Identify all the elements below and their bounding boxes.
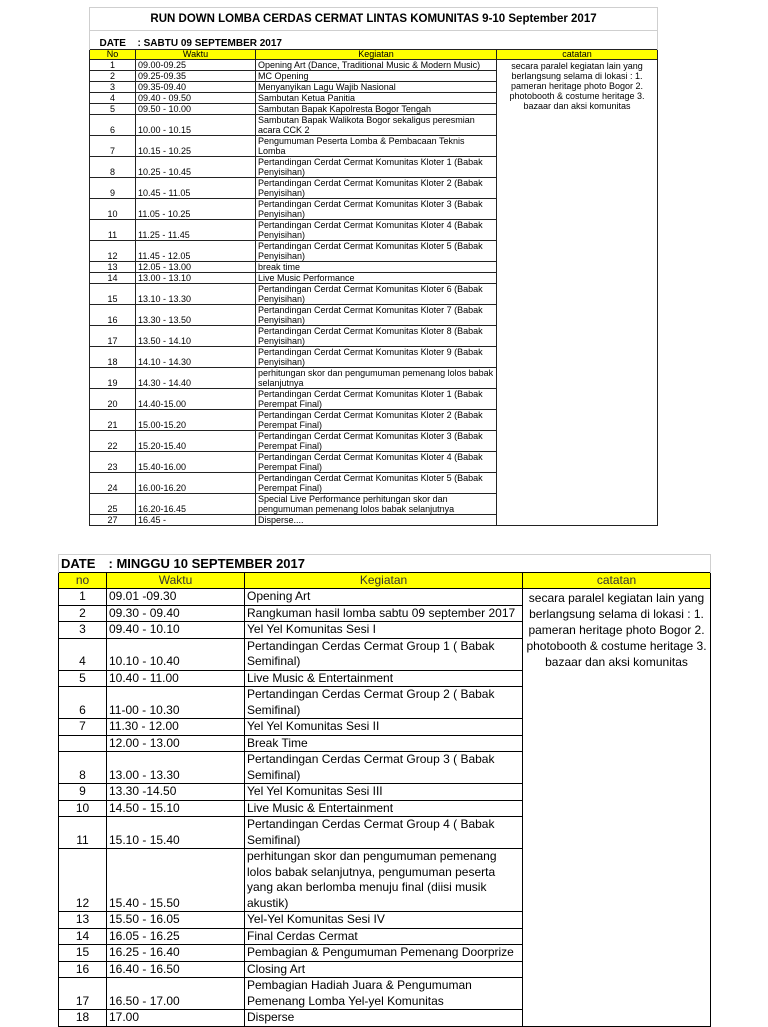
row-time: 16.50 - 17.00 xyxy=(107,978,245,1010)
row-number: 17 xyxy=(59,978,107,1010)
row-activity: Pertandingan Cerdat Cermat Komunitas Kloter 4 (Babak Perempat Final) xyxy=(256,452,497,473)
row-activity: Pertandingan Cerdat Cermat Komunitas Kloter 2 (Babak Penyisihan) xyxy=(256,178,497,199)
notes-cell: secara paralel kegiatan lain yang berlangsung selama di lokasi : 1. pameran heritage photo Bogor 2. photobooth & costume heritage 3. bazaar dan aksi komunitas xyxy=(497,60,658,526)
row-activity: Break Time xyxy=(245,735,523,752)
notes-cell: secara paralel kegiatan lain yang berlangsung selama di lokasi : 1. pameran heritage photo Bogor 2. photobooth & costume heritage 3. bazaar dan aksi komunitas xyxy=(523,589,711,1027)
row-time: 13.50 - 14.10 xyxy=(136,326,256,347)
row-activity: Yel Yel Komunitas Sesi I xyxy=(245,622,523,639)
row-activity: Sambutan Bapak Walikota Bogor sekaligus peresmian acara CCK 2 xyxy=(256,115,497,136)
row-time: 09.01 -09.30 xyxy=(107,589,245,606)
row-number: 11 xyxy=(90,220,136,241)
row-time: 17.00 xyxy=(107,1010,245,1027)
row-number: 12 xyxy=(90,241,136,262)
row-number: 5 xyxy=(59,670,107,687)
schedule-row xyxy=(59,589,711,606)
row-activity: Pertandingan Cerdat Cermat Komunitas Kloter 1 (Babak Perempat Final) xyxy=(256,389,497,410)
row-time: 16.05 - 16.25 xyxy=(107,928,245,945)
row-time: 14.10 - 14.30 xyxy=(136,347,256,368)
row-number: 17 xyxy=(90,326,136,347)
row-activity: Pertandingan Cerdat Cermat Komunitas Kloter 2 (Babak Perempat Final) xyxy=(256,410,497,431)
header-notes: catatan xyxy=(523,573,711,589)
row-time: 13.00 - 13.30 xyxy=(107,752,245,784)
row-activity: Pertandingan Cerdat Cermat Komunitas Kloter 5 (Babak Penyisihan) xyxy=(256,241,497,262)
row-activity: Live Music Performance xyxy=(256,273,497,284)
row-number: 2 xyxy=(59,605,107,622)
row-activity: Pertandingan Cerdat Cermat Komunitas Kloter 5 (Babak Perempat Final) xyxy=(256,473,497,494)
row-number: 20 xyxy=(90,389,136,410)
header-row-day1 xyxy=(90,50,658,60)
row-activity: Disperse.... xyxy=(256,515,497,526)
row-activity: Live Music & Entertainment xyxy=(245,670,523,687)
row-time: 10.10 - 10.40 xyxy=(107,638,245,670)
row-time: 09.50 - 10.00 xyxy=(136,104,256,115)
row-activity: Pertandingan Cerdat Cermat Komunitas Kloter 6 (Babak Penyisihan) xyxy=(256,284,497,305)
row-activity: Opening Art (Dance, Traditional Music & Modern Music) xyxy=(256,60,497,71)
row-number: 15 xyxy=(59,945,107,962)
row-time: 15.40 - 15.50 xyxy=(107,849,245,912)
row-activity: Pertandingan Cerdas Cermat Group 1 ( Babak Semifinal) xyxy=(245,638,523,670)
row-time: 15.00-15.20 xyxy=(136,410,256,431)
row-activity: Pertandingan Cerdat Cermat Komunitas Kloter 3 (Babak Penyisihan) xyxy=(256,199,497,220)
row-activity: Sambutan Bapak Kapolresta Bogor Tengah xyxy=(256,104,497,115)
row-time: 15.40-16.00 xyxy=(136,452,256,473)
row-number xyxy=(59,735,107,752)
row-number: 25 xyxy=(90,494,136,515)
row-activity: Closing Art xyxy=(245,961,523,978)
row-time: 13.30 - 13.50 xyxy=(136,305,256,326)
row-number: 10 xyxy=(59,800,107,817)
row-activity: Rangkuman hasil lomba sabtu 09 september 2017 xyxy=(245,605,523,622)
row-number: 8 xyxy=(59,752,107,784)
row-number: 27 xyxy=(90,515,136,526)
row-number: 16 xyxy=(59,961,107,978)
row-time: 16.00-16.20 xyxy=(136,473,256,494)
row-activity: perhitungan skor dan pengumuman pemenang lolos babak selanjutnya, pengumuman peserta yang akan berlomba menuju final (diisi musik akustik) xyxy=(245,849,523,912)
row-time: 09.25-09.35 xyxy=(136,71,256,82)
row-activity: Live Music & Entertainment xyxy=(245,800,523,817)
row-activity: Disperse xyxy=(245,1010,523,1027)
row-time: 11.25 - 11.45 xyxy=(136,220,256,241)
row-number: 16 xyxy=(90,305,136,326)
row-time: 09.35-09.40 xyxy=(136,82,256,93)
row-time: 12.00 - 13.00 xyxy=(107,735,245,752)
row-activity: Menyanyikan Lagu Wajib Nasional xyxy=(256,82,497,93)
row-time: 13.30 -14.50 xyxy=(107,784,245,801)
row-activity: Pengumuman Peserta Lomba & Pembacaan Teknis Lomba xyxy=(256,136,497,157)
row-number: 14 xyxy=(90,273,136,284)
date-label: DATE xyxy=(59,555,107,573)
row-time: 13.10 - 13.30 xyxy=(136,284,256,305)
header-activity: Kegiatan xyxy=(245,573,523,589)
row-number: 7 xyxy=(59,719,107,736)
row-time: 14.50 - 15.10 xyxy=(107,800,245,817)
row-number: 13 xyxy=(90,262,136,273)
row-time: 16.40 - 16.50 xyxy=(107,961,245,978)
row-activity: MC Opening xyxy=(256,71,497,82)
row-number: 4 xyxy=(59,638,107,670)
row-activity: perhitungan skor dan pengumuman pemenang lolos babak selanjutnya xyxy=(256,368,497,389)
row-time: 10.00 - 10.15 xyxy=(136,115,256,136)
date-value: : SABTU 09 SEPTEMBER 2017 xyxy=(137,38,282,49)
row-number: 14 xyxy=(59,928,107,945)
row-number: 21 xyxy=(90,410,136,431)
row-activity: Pertandingan Cerdat Cermat Komunitas Kloter 4 (Babak Penyisihan) xyxy=(256,220,497,241)
row-number: 1 xyxy=(59,589,107,606)
row-activity: Pertandingan Cerdat Cermat Komunitas Kloter 8 (Babak Penyisihan) xyxy=(256,326,497,347)
row-time: 09.30 - 09.40 xyxy=(107,605,245,622)
row-activity: Yel Yel Komunitas Sesi III xyxy=(245,784,523,801)
row-number: 19 xyxy=(90,368,136,389)
row-number: 4 xyxy=(90,93,136,104)
row-activity: Pembagian Hadiah Juara & Pengumuman Pemenang Lomba Yel-yel Komunitas xyxy=(245,978,523,1010)
row-number: 24 xyxy=(90,473,136,494)
row-time: 13.00 - 13.10 xyxy=(136,273,256,284)
row-activity: Special Live Performance perhitungan skor dan pengumuman pemenang lolos babak selanjutnya xyxy=(256,494,497,515)
row-activity: Opening Art xyxy=(245,589,523,606)
row-activity: Pembagian & Pengumuman Pemenang Doorprize xyxy=(245,945,523,962)
date-label: DATE xyxy=(90,38,136,50)
header-notes: catatan xyxy=(497,50,658,60)
header-time: Waktu xyxy=(107,573,245,589)
row-number: 18 xyxy=(59,1010,107,1027)
row-activity: Pertandingan Cerdas Cermat Group 4 ( Babak Semifinal) xyxy=(245,817,523,849)
header-time: Waktu xyxy=(136,50,256,60)
row-number: 18 xyxy=(90,347,136,368)
row-number: 1 xyxy=(90,60,136,71)
row-time: 12.05 - 13.00 xyxy=(136,262,256,273)
row-activity: break time xyxy=(256,262,497,273)
row-activity: Final Cerdas Cermat xyxy=(245,928,523,945)
row-activity: Pertandingan Cerdat Cermat Komunitas Kloter 1 (Babak Penyisihan) xyxy=(256,157,497,178)
row-number: 23 xyxy=(90,452,136,473)
row-number: 3 xyxy=(59,622,107,639)
row-time: 11-00 - 10.30 xyxy=(107,687,245,719)
rundown-table-day1 xyxy=(89,7,658,526)
row-activity: Pertandingan Cerdat Cermat Komunitas Kloter 9 (Babak Penyisihan) xyxy=(256,347,497,368)
rundown-table-day2 xyxy=(58,554,711,1027)
row-number: 3 xyxy=(90,82,136,93)
row-time: 16.25 - 16.40 xyxy=(107,945,245,962)
row-number: 2 xyxy=(90,71,136,82)
row-time: 11.30 - 12.00 xyxy=(107,719,245,736)
row-time: 10.25 - 10.45 xyxy=(136,157,256,178)
row-activity: Yel-Yel Komunitas Sesi IV xyxy=(245,912,523,929)
row-number: 6 xyxy=(59,687,107,719)
row-activity: Pertandingan Cerdas Cermat Group 2 ( Babak Semifinal) xyxy=(245,687,523,719)
row-time: 14.30 - 14.40 xyxy=(136,368,256,389)
row-activity: Yel Yel Komunitas Sesi II xyxy=(245,719,523,736)
row-time: 10.15 - 10.25 xyxy=(136,136,256,157)
row-number: 8 xyxy=(90,157,136,178)
row-number: 13 xyxy=(59,912,107,929)
row-time: 11.45 - 12.05 xyxy=(136,241,256,262)
row-time: 10.45 - 11.05 xyxy=(136,178,256,199)
date-row-day1 xyxy=(90,38,658,50)
row-time: 10.40 - 11.00 xyxy=(107,670,245,687)
row-time: 09.00-09.25 xyxy=(136,60,256,71)
header-no: no xyxy=(59,573,107,589)
document-title: RUN DOWN LOMBA CERDAS CERMAT LINTAS KOMUNITAS 9-10 September 2017 xyxy=(90,8,658,31)
row-time: 09.40 - 10.10 xyxy=(107,622,245,639)
schedule-row xyxy=(90,60,658,71)
row-activity: Pertandingan Cerdas Cermat Group 3 ( Babak Semifinal) xyxy=(245,752,523,784)
row-number: 5 xyxy=(90,104,136,115)
row-number: 12 xyxy=(59,849,107,912)
row-number: 7 xyxy=(90,136,136,157)
row-number: 9 xyxy=(90,178,136,199)
row-activity: Pertandingan Cerdat Cermat Komunitas Kloter 3 (Babak Perempat Final) xyxy=(256,431,497,452)
title-row xyxy=(90,8,658,31)
row-number: 11 xyxy=(59,817,107,849)
row-activity: Pertandingan Cerdat Cermat Komunitas Kloter 7 (Babak Penyisihan) xyxy=(256,305,497,326)
row-number: 10 xyxy=(90,199,136,220)
header-row-day2 xyxy=(59,573,711,589)
row-time: 15.20-15.40 xyxy=(136,431,256,452)
date-row-day2 xyxy=(59,555,711,573)
row-time: 16.45 - xyxy=(136,515,256,526)
row-number: 6 xyxy=(90,115,136,136)
row-number: 15 xyxy=(90,284,136,305)
header-activity: Kegiatan xyxy=(256,50,497,60)
row-time: 11.05 - 10.25 xyxy=(136,199,256,220)
row-time: 15.10 - 15.40 xyxy=(107,817,245,849)
row-time: 09.40 - 09.50 xyxy=(136,93,256,104)
row-number: 9 xyxy=(59,784,107,801)
row-time: 16.20-16.45 xyxy=(136,494,256,515)
date-value: : MINGGU 10 SEPTEMBER 2017 xyxy=(107,555,523,573)
row-number: 22 xyxy=(90,431,136,452)
header-no: No xyxy=(90,50,136,60)
row-time: 15.50 - 16.05 xyxy=(107,912,245,929)
row-time: 14.40-15.00 xyxy=(136,389,256,410)
row-activity: Sambutan Ketua Panitia xyxy=(256,93,497,104)
